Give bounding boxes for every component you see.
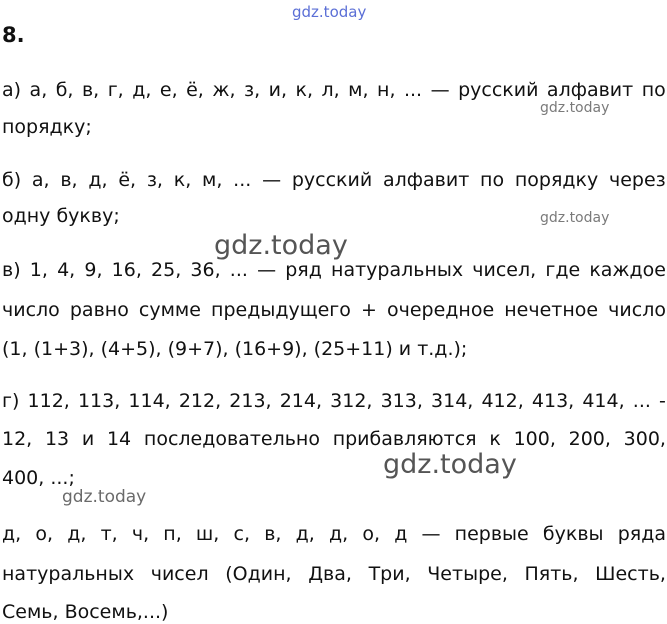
word: 4,: [57, 259, 76, 281]
word: Три,: [368, 563, 411, 585]
word: д,: [295, 523, 315, 545]
word: натуральных: [2, 563, 135, 585]
word: ряд: [285, 259, 322, 281]
word: равно: [69, 299, 129, 321]
word: число: [2, 299, 60, 321]
word: по: [480, 169, 505, 191]
word: ж,: [212, 79, 236, 101]
word: м,: [348, 79, 369, 101]
word: первые: [454, 523, 529, 545]
word: 414,: [582, 390, 625, 412]
word: б,: [55, 79, 74, 101]
word: с,: [233, 523, 251, 545]
word: 314,: [431, 390, 474, 412]
text-line: порядку;: [2, 116, 92, 138]
word: через: [609, 169, 666, 191]
word: русский: [458, 79, 539, 101]
word: к,: [173, 169, 192, 191]
word: ряда: [617, 523, 666, 545]
word: 413,: [531, 390, 575, 412]
word: и: [81, 428, 95, 450]
word: 212,: [178, 390, 222, 412]
word: нечетное: [504, 299, 599, 321]
word: 213,: [229, 390, 272, 412]
text-line: 400, ...;: [2, 467, 75, 489]
word: 14: [106, 428, 132, 450]
watermark: gdz.today: [214, 230, 348, 261]
word: д: [394, 523, 408, 545]
word: алфавит: [382, 169, 470, 191]
word: к: [489, 428, 501, 450]
word: чисел: [150, 563, 209, 585]
word: д,: [88, 169, 108, 191]
text-line: [2, 525, 666, 544]
watermark: gdz.today: [383, 449, 517, 480]
word: ё,: [186, 79, 204, 101]
word: алфавит: [546, 79, 634, 101]
word: д,: [328, 523, 349, 545]
word: 16,: [111, 259, 142, 281]
word: 112,: [27, 390, 70, 412]
word: (Один,: [225, 563, 292, 585]
word: б): [2, 169, 22, 191]
word: где: [545, 259, 581, 281]
word: число: [608, 299, 666, 321]
word: з,: [146, 169, 163, 191]
word: а,: [31, 169, 50, 191]
word: г,: [107, 79, 124, 101]
word: о,: [35, 523, 54, 545]
word: з,: [243, 79, 261, 101]
text-line: [2, 261, 666, 280]
text-line: Семь, Восемь,...): [2, 601, 169, 623]
word: о,: [362, 523, 381, 545]
word: 113,: [77, 390, 121, 412]
word: порядку: [514, 169, 599, 191]
word: 214,: [279, 390, 323, 412]
word: —: [430, 79, 450, 101]
word: русский: [291, 169, 373, 191]
word: Четыре,: [427, 563, 508, 585]
word: Пять,: [524, 563, 579, 585]
word: ...: [233, 169, 252, 191]
text-line: [2, 81, 666, 100]
word: н,: [377, 79, 396, 101]
text-line: [2, 392, 666, 411]
word: +: [361, 299, 377, 321]
word: ...: [632, 390, 651, 412]
word: 25,: [151, 259, 182, 281]
word: ё,: [118, 169, 137, 191]
text-line: (1, (1+3), (4+5), (9+7), (16+9), (25+11) и т.д.);: [2, 338, 468, 360]
word: в,: [60, 169, 78, 191]
word: Два,: [308, 563, 352, 585]
word: 412,: [481, 390, 524, 412]
word: —: [257, 259, 277, 281]
word: прибавляются: [332, 428, 477, 450]
word: ...: [403, 79, 423, 101]
word: ...: [229, 259, 248, 281]
word: д,: [2, 523, 22, 545]
word: буквы: [542, 523, 604, 545]
word: а): [2, 79, 22, 101]
word: —: [421, 523, 441, 545]
word: в,: [81, 79, 100, 101]
word: 114,: [128, 390, 171, 412]
word: 313,: [380, 390, 423, 412]
task-number: 8.: [2, 23, 25, 47]
watermark: gdz.today: [292, 3, 367, 21]
word: предыдущего: [211, 299, 351, 321]
word: последовательно: [143, 428, 320, 450]
word: -: [659, 390, 666, 412]
word: а,: [29, 79, 48, 101]
word: д,: [67, 523, 87, 545]
word: каждое: [589, 259, 666, 281]
text-line: [2, 565, 666, 584]
word: в,: [264, 523, 282, 545]
word: ч,: [131, 523, 150, 545]
word: Шесть,: [595, 563, 666, 585]
word: е,: [159, 79, 178, 101]
word: 200,: [568, 428, 611, 450]
word: л,: [321, 79, 340, 101]
word: 13: [44, 428, 70, 450]
word: 12,: [2, 428, 33, 450]
word: 100,: [513, 428, 556, 450]
word: п,: [163, 523, 182, 545]
word: сумме: [138, 299, 201, 321]
word: 36,: [190, 259, 221, 281]
text-line: одну букву;: [2, 205, 120, 227]
word: 312,: [330, 390, 373, 412]
word: 300,: [623, 428, 666, 450]
word: и,: [268, 79, 287, 101]
word: 1,: [29, 259, 48, 281]
text-line: [2, 430, 666, 449]
word: к,: [295, 79, 313, 101]
word: т,: [100, 523, 118, 545]
word: ш,: [195, 523, 220, 545]
text-line: [2, 171, 666, 190]
word: очередное: [387, 299, 495, 321]
word: д,: [132, 79, 152, 101]
word: по: [641, 79, 666, 101]
word: натуральных: [331, 259, 464, 281]
word: в): [2, 259, 21, 281]
watermark: gdz.today: [62, 487, 147, 507]
word: г): [2, 390, 20, 412]
word: 9,: [84, 259, 103, 281]
word: м,: [202, 169, 223, 191]
word: чисел,: [472, 259, 537, 281]
watermark: gdz.today: [540, 100, 610, 116]
text-line: [2, 301, 666, 320]
watermark: gdz.today: [540, 210, 610, 226]
word: —: [262, 169, 282, 191]
